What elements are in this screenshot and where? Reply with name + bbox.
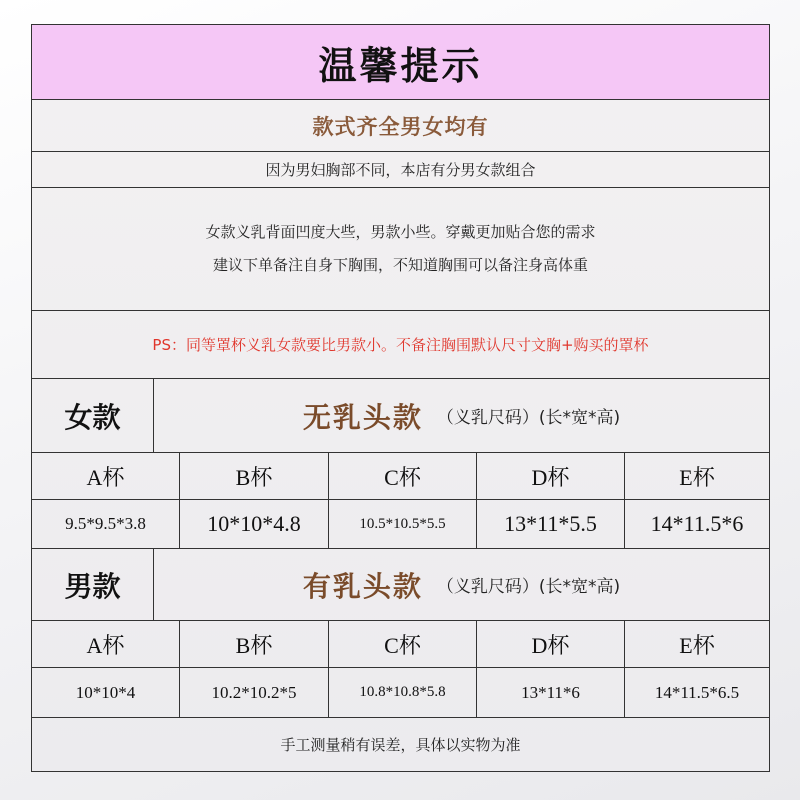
male-size-row (32, 668, 769, 718)
male-cup-b: B杯 (180, 621, 329, 667)
footer-note: 手工测量稍有误差，具体以实物为准 (280, 736, 521, 754)
ps-row (32, 311, 769, 379)
male-size-b: 10.2*10.2*5 (180, 668, 329, 717)
subtitle: 款式齐全男女均有 (312, 114, 489, 139)
female-size-a: 9.5*9.5*3.8 (32, 500, 180, 548)
female-cup-c: C杯 (329, 453, 477, 499)
female-style-heading (154, 379, 769, 452)
male-style-name: 有乳头款 (302, 569, 423, 603)
male-cup-e: E杯 (679, 632, 715, 658)
female-style-name: 无乳头款 (302, 400, 423, 434)
female-cup-d: D杯 (477, 453, 625, 499)
female-size-e: 14*11.5*6 (650, 511, 744, 536)
male-cup-header-row (32, 621, 769, 668)
female-cup-header-row (32, 453, 769, 500)
description-row (32, 188, 769, 311)
male-style-heading (154, 549, 769, 620)
female-unit-note: （义乳尺码）(长*宽*高) (436, 408, 621, 428)
male-gender-label: 男款 (32, 549, 154, 620)
male-size-a: 10*10*4 (32, 668, 180, 717)
male-cup-a: A杯 (32, 621, 180, 667)
female-size-d: 13*11*5.5 (477, 500, 625, 548)
female-cup-a: A杯 (32, 453, 180, 499)
note-text: 因为男妇胸部不同，本店有分男女款组合 (265, 161, 536, 179)
note-row (32, 152, 769, 188)
male-unit-note: （义乳尺码）(长*宽*高) (436, 577, 621, 597)
description-line-1: 女款义乳背面凹度大些，男款小些。穿戴更加贴合您的需求 (205, 223, 596, 241)
page-title: 温馨提示 (318, 43, 483, 88)
male-size-d: 13*11*6 (477, 668, 625, 717)
male-cup-c: C杯 (329, 621, 477, 667)
female-size-c: 10.5*10.5*5.5 (329, 500, 477, 548)
male-cup-d: D杯 (477, 621, 625, 667)
female-size-row (32, 500, 769, 549)
female-cup-e: E杯 (679, 464, 715, 490)
male-size-c: 10.8*10.8*5.8 (329, 668, 477, 717)
female-size-b: 10*10*4.8 (180, 500, 329, 548)
female-section-header (32, 379, 769, 453)
ps-note: PS：同等罩杯义乳女款要比男款小。不备注胸围默认尺寸文胸+购买的罩杯 (152, 336, 649, 354)
male-section-header (32, 549, 769, 621)
footer-row (32, 718, 769, 771)
title-banner (32, 25, 769, 100)
description-line-2: 建议下单备注自身下胸围，不知道胸围可以备注身高体重 (212, 256, 588, 274)
female-gender-label: 女款 (32, 379, 154, 452)
size-info-sheet (31, 24, 770, 772)
subtitle-row (32, 100, 769, 152)
male-size-e: 14*11.5*6.5 (654, 682, 740, 702)
female-cup-b: B杯 (180, 453, 329, 499)
